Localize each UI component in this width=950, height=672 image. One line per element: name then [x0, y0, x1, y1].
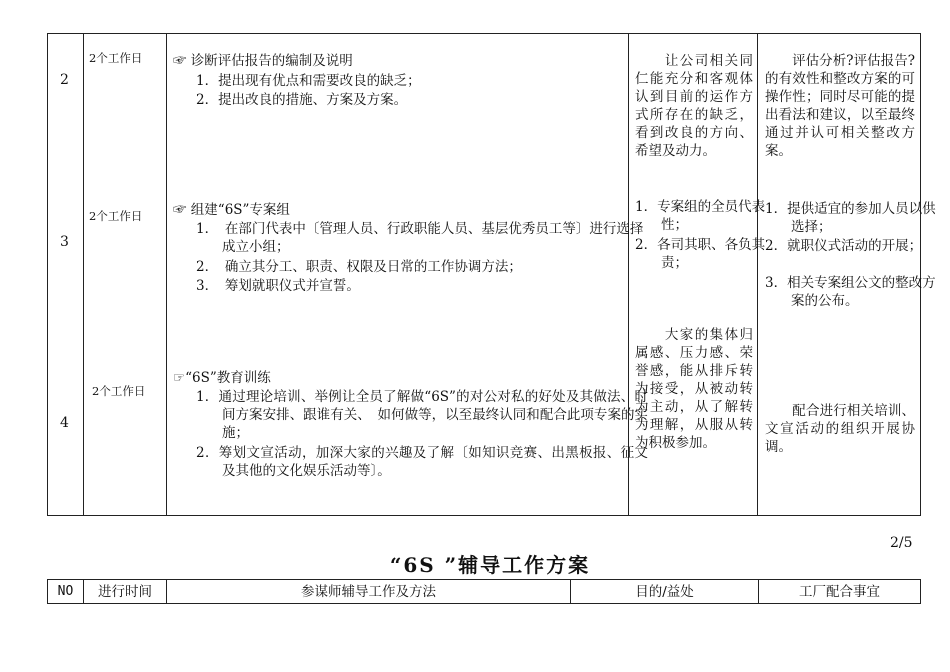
factory-text: 配合进行相关培训、文宣活动的组织开展协调。 [765, 403, 915, 455]
header-bottom-border [47, 603, 921, 604]
method-title: ☞ 诊断评估报告的编制及说明 [173, 53, 353, 69]
row-number: 4 [60, 415, 69, 431]
row-number: 3 [60, 234, 69, 250]
header-method: 参谋师辅导工作及方法 [301, 584, 436, 600]
document-title: “6S ”辅导工作方案 [389, 553, 591, 577]
table-bottom-border [47, 515, 921, 516]
method-title: ☞ 组建“6S”专案组 [173, 202, 290, 218]
method-item: 1． 在部门代表中〔管理人员、行政职能人员、基层优秀员工等〕进行选择成立小组； [196, 221, 644, 255]
header-factory: 工厂配合事宜 [799, 584, 880, 600]
table-left-border [47, 33, 48, 516]
header-top-border [47, 579, 921, 580]
row-number: 2 [60, 72, 69, 88]
page-number: 2/5 [890, 535, 913, 551]
method-item: 1．通过理论培训、举例让全员了解做“6S”的对公对私的好处及其做法、时间方案安排、跟谁有关、 如何做等，以至最终认同和配合此项专案的实施； [196, 389, 648, 441]
header-purpose: 目的/益处 [635, 584, 694, 600]
purpose-text: 大家的集体归属感、压力感、荣誉感，能从排斥转为接受，从被动转为主动，从了解转为理解，从服从转为积极参加。 [635, 327, 753, 451]
method-item: 2． 确立其分工、职责、权限及日常的工作协调方法； [196, 259, 522, 275]
method-item: 3． 筹划就职仪式并宣誓。 [196, 278, 360, 294]
column-divider [166, 33, 167, 516]
header-right-border [920, 579, 921, 604]
method-title: ☞“6S”教育训练 [173, 370, 271, 386]
factory-item: 1．提供适宜的参加人员以供选择； [765, 201, 936, 235]
factory-item: 3．相关专案组公文的整改方案的公布。 [765, 275, 936, 309]
column-divider [83, 33, 84, 516]
factory-item: 2．就职仪式活动的开展； [765, 238, 923, 254]
method-item: 1．提出现有优点和需要改良的缺乏； [196, 73, 421, 89]
method-item: 2．筹划文宣活动，加深大家的兴趣及了解〔如知识竞赛、出黑板报、征文及其他的文化娱乐活动等〕。 [196, 445, 648, 479]
purpose-item: 1．专案组的全员代表性； [635, 199, 766, 233]
header-no: NO [57, 584, 74, 599]
column-divider [757, 33, 758, 516]
factory-text: 评估分析?评估报告?的有效性和整改方案的可操作性；同时尽可能的提出看法和建议，以至最终通过并认可相关整改方案。 [765, 53, 915, 159]
purpose-item: 2．各司其职、各负其责； [635, 237, 766, 271]
header-time: 进行时间 [98, 584, 152, 600]
work-days: 2个工作日 [89, 209, 143, 223]
purpose-text: 让公司相关同仁能充分和客观体认到目前的运作方式所存在的缺乏，看到改良的方向、希望及动力。 [635, 53, 753, 159]
table-top-border [47, 33, 921, 34]
method-item: 2．提出改良的措施、方案及方案。 [196, 92, 408, 108]
work-days: 2个工作日 [92, 384, 146, 398]
work-days: 2个工作日 [89, 51, 143, 65]
